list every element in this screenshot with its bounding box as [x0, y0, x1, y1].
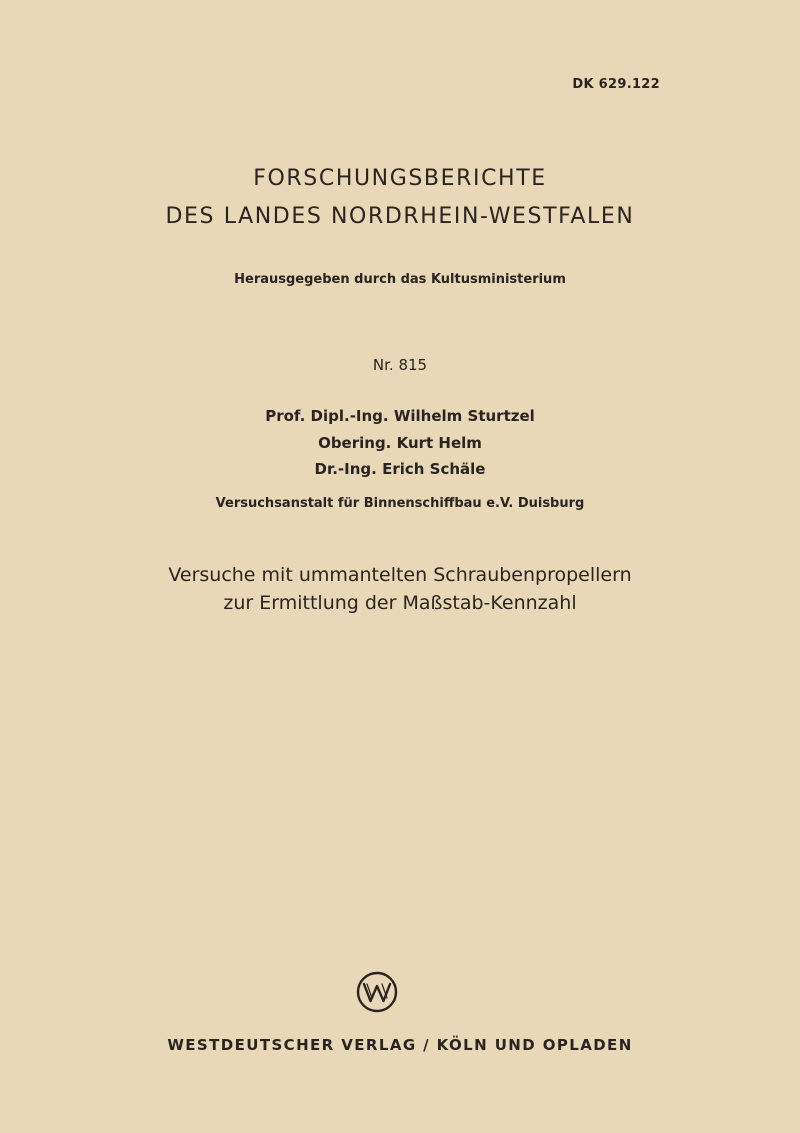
publisher-imprint: WESTDEUTSCHER VERLAG / KÖLN UND OPLADEN: [167, 1036, 633, 1054]
book-title-line-2: zur Ermittlung der Maßstab-Kennzahl: [223, 592, 577, 614]
author-1: Prof. Dipl.-Ing. Wilhelm Sturtzel: [265, 407, 535, 425]
westdeutscher-verlag-w-logo-icon: [355, 970, 399, 1014]
book-title-line-1: Versuche mit ummantelten Schraubenpropellern: [168, 564, 632, 586]
institute: Versuchsanstalt für Binnenschiffbau e.V. Duisburg: [215, 496, 585, 511]
series-title-line-1: FORSCHUNGSBERICHTE: [253, 166, 547, 191]
series-title-line-2: DES LANDES NORDRHEIN-WESTFALEN: [165, 204, 635, 229]
author-2: Obering. Kurt Helm: [318, 434, 482, 452]
editor-line: Herausgegeben durch das Kultusministerium: [234, 272, 566, 287]
classification-code: DK 629.122: [572, 77, 660, 92]
author-3: Dr.-Ing. Erich Schäle: [314, 460, 486, 478]
volume-number: Nr. 815: [372, 356, 428, 374]
